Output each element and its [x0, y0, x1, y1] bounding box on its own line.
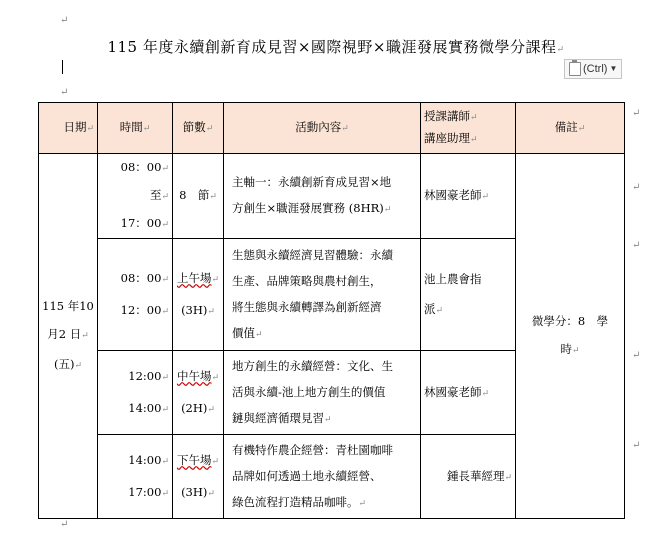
header-content: 活動內容↵ [224, 103, 421, 154]
chevron-down-icon: ▼ [609, 64, 618, 73]
header-instructor: 授課講師↵ 講座助理↵ [421, 103, 516, 154]
time-cell: 14:00↵ 17:00↵ [98, 435, 173, 519]
content-cell: 有機特作農企經營：青杜園咖啡 品牌如何透過土地永續經營、 綠色流程打造精品咖啡。↵ [224, 435, 421, 519]
header-time: 時間↵ [98, 103, 173, 154]
schedule-table [38, 102, 625, 519]
session-cell: 下午場↵ (3H)↵ [173, 435, 224, 519]
text-cursor [62, 60, 63, 74]
instructor-cell: 林國豪老師↵ [421, 154, 516, 239]
paste-options-label: (Ctrl) [583, 63, 608, 75]
note-cell: 微學分：8 學 時↵ [516, 154, 625, 519]
instructor-cell: 林國豪老師↵ [421, 351, 516, 435]
header-session: 節數↵ [173, 103, 224, 154]
instructor-cell: 池上農會指 派↵ [421, 239, 516, 351]
content-cell: 主軸一：永續創新育成見習×地 方創生×職涯發展實務 (8HR)↵ [224, 154, 421, 239]
header-note: 備註↵ [516, 103, 625, 154]
paragraph-mark: ↵ [60, 519, 69, 530]
session-cell: 上午場↵ (3H)↵ [173, 239, 224, 351]
clipboard-icon [569, 62, 581, 76]
row-end-mark: ↵ [632, 350, 641, 361]
time-cell: 08：00↵ 至↵ 17：00↵ [98, 154, 173, 239]
date-cell: 115 年10 月2 日↵ (五)↵ [39, 154, 98, 519]
paste-options-button[interactable] [564, 59, 622, 79]
session-cell: 8 節↵ [173, 154, 224, 239]
row-end-mark: ↵ [632, 240, 641, 251]
content-cell: 地方創生的永續經營：文化、生 活與永續-池上地方創生的價值 鏈與經濟循環見習↵ [224, 351, 421, 435]
paragraph-mark: ↵ [60, 15, 69, 26]
row-end-mark: ↵ [632, 108, 641, 119]
content-cell: 生態與永續經濟見習體驗：永續 生產、品牌策略與農村創生， 將生態與永續轉譯為創新經濟 價值↵ [224, 239, 421, 351]
paragraph-mark: ↵ [60, 87, 69, 98]
page-title: 115 年度永續創新育成見習×國際視野×職涯發展實務微學分課程↵ [107, 38, 565, 56]
header-date: 日期↵ [39, 103, 98, 154]
table-row [39, 154, 625, 239]
time-cell: 08：00↵ 12：00↵ [98, 239, 173, 351]
session-cell: 中午場↵ (2H)↵ [173, 351, 224, 435]
header-row [39, 103, 625, 154]
instructor-cell: 鍾長華經理↵ [421, 435, 516, 519]
row-end-mark: ↵ [632, 440, 641, 451]
time-cell: 12:00↵ 14:00↵ [98, 351, 173, 435]
row-end-mark: ↵ [632, 182, 641, 193]
